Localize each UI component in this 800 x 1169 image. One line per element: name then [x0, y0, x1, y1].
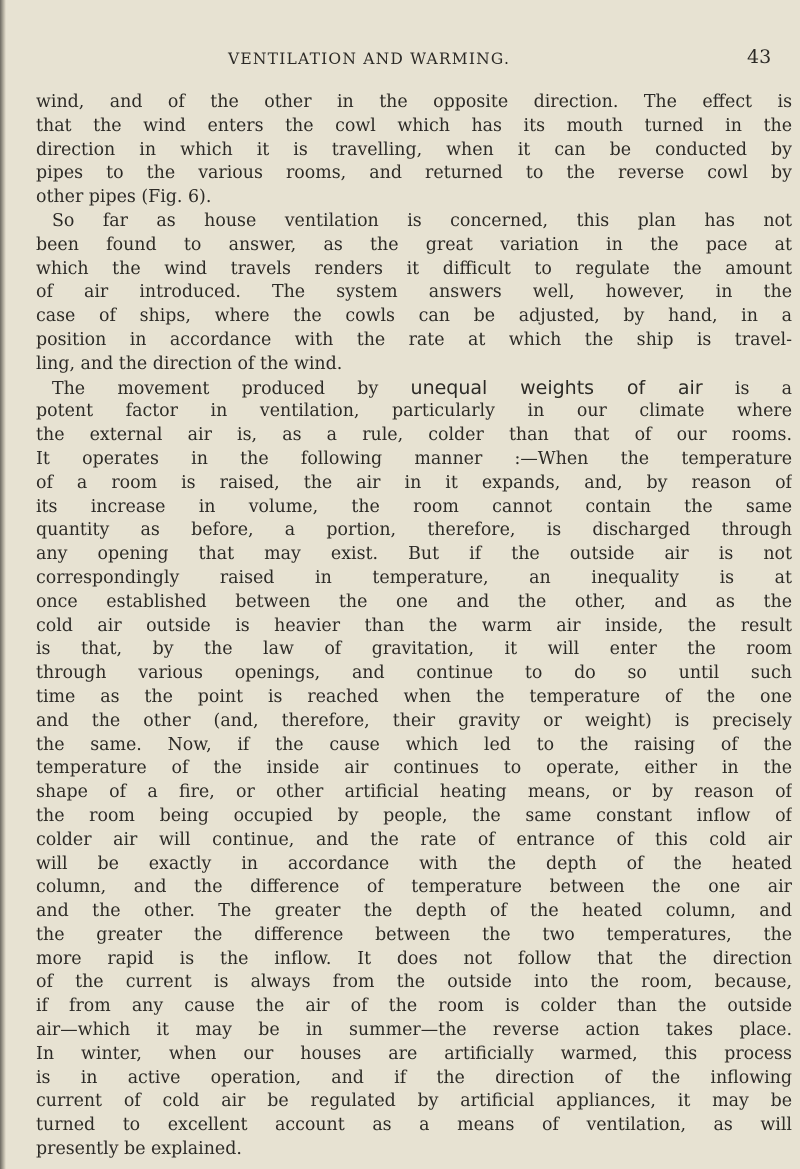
text-line: cold air outside is heavier than the warm air inside, the result [36, 615, 792, 636]
text-line: It operates in the following manner :—When the temperature [36, 448, 792, 469]
text-line: the external air is, as a rule, colder than that of our rooms. [36, 425, 792, 446]
text-line [36, 377, 792, 401]
text-line: more rapid is the inflow. It does not follow that the direction [36, 948, 792, 969]
text-line: current of cold air be regulated by artificial appliances, it may be [36, 1091, 792, 1112]
text-line: of air introduced. The system answers well, however, in the [36, 282, 792, 303]
text-line: air—which it may be in summer—the reverse action takes place. [36, 1020, 792, 1041]
text-line: and the other (and, therefore, their gravity or weight) is precisely [36, 710, 792, 731]
text-line: shape of a fire, or other artificial heating means, or by reason of [36, 782, 792, 803]
text-line: pipes to the various rooms, and returned to the reverse cowl by [36, 163, 792, 184]
text-line: presently be explained. [36, 1139, 242, 1160]
text-line: which the wind travels renders it difficult to regulate the amount [36, 258, 792, 279]
text-line: colder air will continue, and the rate of entrance of this cold air [36, 829, 792, 850]
text-line: turned to excellent account as a means of ventilation, as will [36, 1115, 792, 1136]
text-line: that the wind enters the cowl which has its mouth turned in the [36, 115, 792, 136]
text-line: quantity as before, a portion, therefore, is discharged through [36, 520, 792, 541]
text-line: its increase in volume, the room cannot contain the same [36, 496, 792, 517]
text-line: through various openings, and continue to do so until such [36, 663, 792, 684]
text-line: once established between the one and the other, and as the [36, 591, 792, 612]
text-line: other pipes (Fig. 6). [36, 187, 212, 208]
emphasized-phrase: unequal weights of air [410, 376, 703, 399]
text-line: of a room is raised, the air in it expands, and, by reason of [36, 472, 792, 493]
text-line: if from any cause the air of the room is colder than the outside [36, 996, 792, 1017]
text-fragment: The movement produced by [52, 378, 411, 399]
text-line: the room being occupied by people, the same constant inflow of [36, 805, 792, 826]
text-line: In winter, when our houses are artificially warmed, this process [36, 1043, 792, 1064]
page-number: 43 [747, 46, 772, 68]
text-line: correspondingly raised in temperature, an inequality is at [36, 567, 792, 588]
running-head: VENTILATION AND WARMING. [228, 50, 511, 68]
text-line: the greater the difference between the two temperatures, the [36, 924, 792, 945]
text-line: is that, by the law of gravitation, it will enter the room [36, 639, 792, 660]
body-text [36, 91, 792, 1162]
text-line: So far as house ventilation is concerned, this plan has not [52, 210, 792, 231]
text-line: will be exactly in accordance with the depth of the heated [36, 853, 792, 874]
text-line: any opening that may exist. But if the outside air is not [36, 544, 792, 565]
text-line: of the current is always from the outside into the room, because, [36, 972, 792, 993]
text-line: time as the point is reached when the temperature of the one [36, 686, 792, 707]
text-line: potent factor in ventilation, particularly in our climate where [36, 401, 792, 422]
text-line: case of ships, where the cowls can be adjusted, by hand, in a [36, 306, 792, 327]
text-line: been found to answer, as the great variation in the pace at [36, 234, 792, 255]
text-line: column, and the difference of temperature between the one air [36, 877, 792, 898]
text-line: is in active operation, and if the direction of the inflowing [36, 1067, 792, 1088]
text-line: temperature of the inside air continues to operate, either in the [36, 758, 792, 779]
text-line: direction in which it is travelling, when it can be conducted by [36, 139, 792, 160]
text-line: wind, and of the other in the opposite direction. The effect is [36, 92, 792, 112]
text-line: and the other. The greater the depth of the heated column, and [36, 901, 792, 922]
text-fragment: is a [702, 378, 792, 399]
text-line: ling, and the direction of the wind. [36, 353, 343, 374]
text-line: the same. Now, if the cause which led to the raising of the [36, 734, 792, 755]
text-line: position in accordance with the rate at which the ship is travel- [36, 329, 792, 350]
